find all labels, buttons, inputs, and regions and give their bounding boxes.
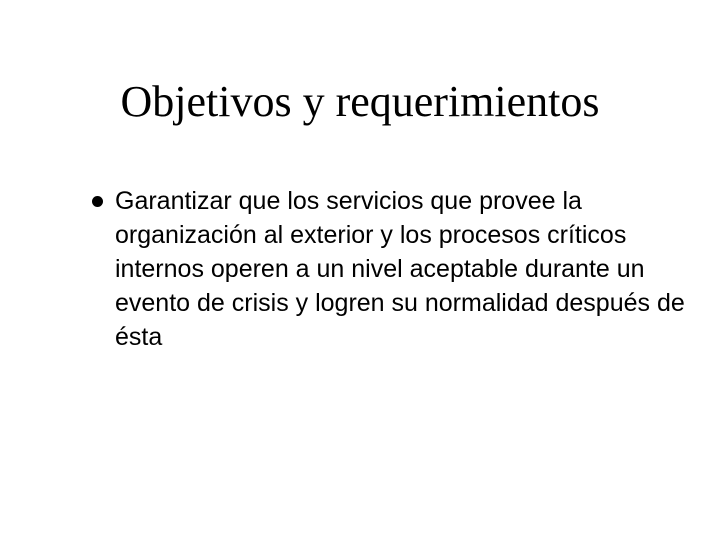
bullet-dot-icon: [92, 196, 103, 207]
slide-title: Objetivos y requerimientos: [120, 77, 600, 126]
bullet-list: [88, 184, 688, 354]
bullet-text: Garantizar que los servicios que provee la organización al exterior y los procesos críticos internos operen a un nivel aceptable durante un evento de crisis y logren su normalidad después de ésta: [115, 187, 685, 351]
bullet-item: [88, 184, 688, 354]
